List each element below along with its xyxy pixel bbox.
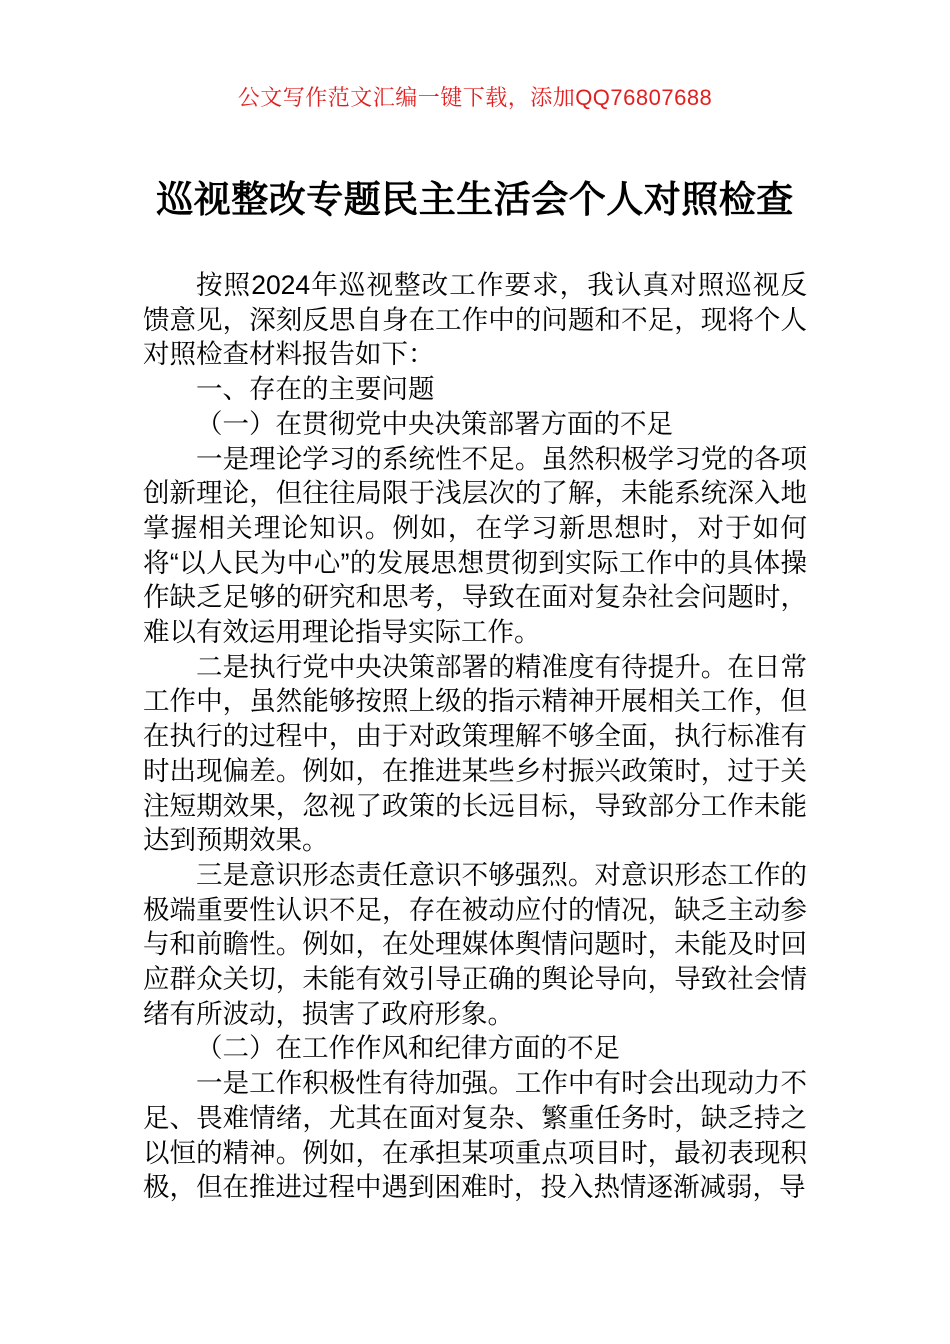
- section-heading: （一）在贯彻党中央决策部署方面的不足: [196, 408, 673, 439]
- document-body: [143, 268, 807, 1205]
- promo-banner: 公文写作范文汇编一键下载，添加QQ76807688: [237, 85, 713, 110]
- body-paragraph: 三是意识形态责任意识不够强烈。对意识形态工作的极端重要性认识不足，存在被动应付的情况，缺乏主动参与和前瞻性。例如，在处理媒体舆情问题时，未能及时回应群众关切，未能有效引导正确的舆论导向，导致社会情绪有所波动，损害了政府形象。: [143, 859, 807, 1029]
- body-paragraph: 按照2024年巡视整改工作要求，我认真对照巡视反馈意见，深刻反思自身在工作中的问题和不足，现将个人对照检查材料报告如下：: [143, 270, 807, 370]
- body-paragraph: 一是工作积极性有待加强。工作中有时会出现动力不足、畏难情绪，尤其在面对复杂、繁重任务时，缺乏持之以恒的精神。例如，在承担某项重点项目时，最初表现积极，但在推进过程中遇到困难时，投入热情逐渐减弱，导: [143, 1068, 807, 1203]
- section-heading: （二）在工作作风和纪律方面的不足: [196, 1033, 620, 1064]
- section-heading: 一、存在的主要问题: [196, 374, 435, 405]
- body-paragraph: 二是执行党中央决策部署的精准度有待提升。在日常工作中，虽然能够按照上级的指示精神开展相关工作，但在执行的过程中，由于对政策理解不够全面，执行标准有时出现偏差。例如，在推进某些乡村振兴政策时，过于关注短期效果，忽视了政策的长远目标，导致部分工作未能达到预期效果。: [143, 651, 807, 856]
- document-title: 巡视整改专题民主生活会个人对照检查: [156, 179, 794, 220]
- body-paragraph: 一是理论学习的系统性不足。虽然积极学习党的各项创新理论，但往往局限于浅层次的了解，未能系统深入地掌握相关理论知识。例如，在学习新思想时，对于如何将“以人民为中心”的发展思想贯彻到实际工作中的具体操作缺乏足够的研究和思考，导致在面对复杂社会问题时，难以有效运用理论指导实际工作。: [143, 443, 807, 648]
